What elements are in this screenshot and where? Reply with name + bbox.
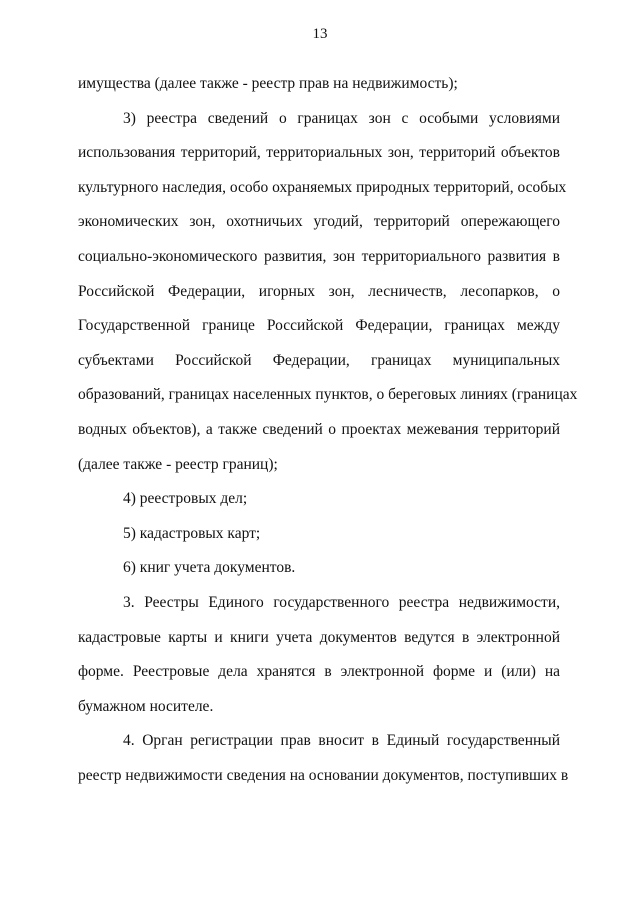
text-line: 5) кадастровых карт; [123,524,261,542]
text-line: имущества (далее также - реестр прав на недвижимость); [78,75,458,92]
text-line: реестр недвижимости сведения на основании документов, поступивших в [78,766,569,784]
text-line: Российской Федерации, игорных зон, лесничеств, лесопарков, о [78,282,560,300]
text-line: 4) реестровых дел; [123,490,248,508]
text-line: форме. Реестровые дела хранятся в электронной форме и (или) на [78,663,560,681]
text-line: 6) книг учета документов. [123,559,296,577]
text-line: 3. Реестры Единого государственного реестра недвижимости, [123,593,560,611]
text-line: образований, границах населенных пунктов, о береговых линиях (границах [78,386,578,404]
text-line: культурного наследия, особо охраняемых природных территорий, особых [78,178,567,196]
text-line: бумажном носителе. [78,697,214,715]
text-line: водных объектов), а также сведений о проектах межевания территорий [78,420,560,438]
text-line: социально-экономического развития, зон территориального развития в [78,247,560,265]
text-line: 4. Орган регистрации прав вносит в Единый государственный [123,732,560,750]
text-line: (далее также - реестр границ); [78,455,278,473]
text-line: экономических зон, охотничьих угодий, территорий опережающего [78,213,560,231]
text-line: использования территорий, территориальных зон, территорий объектов [78,144,560,162]
document-body [78,67,578,793]
text-line: субъектами Российской Федерации, границах муниципальных [78,351,560,369]
page-number: 13 [312,26,328,42]
text-line: Государственной границе Российской Федерации, границах между [78,317,560,335]
text-line: кадастровые карты и книги учета документов ведутся в электронной [78,628,560,646]
text-line: 3) реестра сведений о границах зон с особыми условиями [123,109,560,127]
